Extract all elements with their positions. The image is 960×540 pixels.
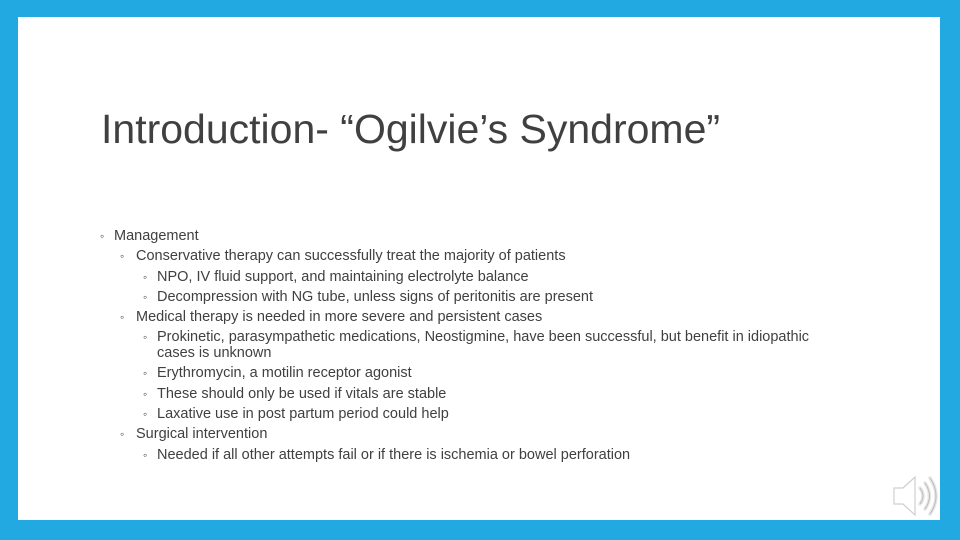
bullet-marker: ◦ xyxy=(143,269,148,284)
bullet-marker: ◦ xyxy=(143,447,148,462)
bullet-text: Surgical intervention xyxy=(136,426,268,443)
bullet-text: Erythromycin, a motilin receptor agonist xyxy=(157,365,412,382)
bullet-prokinetic xyxy=(0,327,817,363)
bullet-laxative xyxy=(0,404,960,424)
bullet-text: Prokinetic, parasympathetic medications, Neostigmine, have been successful, but benefit in idiopathic cases is unknown xyxy=(157,329,810,362)
bullet-medical-therapy xyxy=(0,307,960,327)
bullet-marker: ◦ xyxy=(143,407,148,422)
bullet-management xyxy=(0,226,960,246)
bullet-list xyxy=(0,226,960,465)
bullet-text: Medical therapy is needed in more severe and persistent cases xyxy=(136,309,543,326)
bullet-decompression xyxy=(0,287,960,307)
bullet-marker: ◦ xyxy=(120,249,125,264)
bullet-erythromycin xyxy=(0,363,960,383)
slide-title: Introduction- “Ogilvie’s Syndrome” xyxy=(101,106,721,152)
bullet-text: Conservative therapy can successfully treat the majority of patients xyxy=(136,248,566,265)
bullet-marker: ◦ xyxy=(100,229,105,243)
bullet-marker: ◦ xyxy=(120,310,125,325)
speaker-icon[interactable] xyxy=(890,470,942,522)
bullet-marker: ◦ xyxy=(143,289,148,304)
speaker-icon-graphic xyxy=(890,470,942,522)
bullet-marker: ◦ xyxy=(120,427,125,442)
bullet-text: Needed if all other attempts fail or if there is ischemia or bowel perforation xyxy=(157,446,631,463)
bullet-surgical-intervention xyxy=(0,424,960,444)
bullet-text: Management xyxy=(114,228,199,244)
bullet-text: Laxative use in post partum period could help xyxy=(157,406,449,423)
bullet-npo xyxy=(0,267,960,287)
bullet-marker: ◦ xyxy=(143,330,148,345)
bullet-text: Decompression with NG tube, unless signs of peritonitis are present xyxy=(157,288,594,305)
bullet-needed-if-fail xyxy=(0,445,960,465)
bullet-marker: ◦ xyxy=(143,386,148,401)
bullet-text: These should only be used if vitals are stable xyxy=(157,385,447,402)
bullet-text: NPO, IV fluid support, and maintaining electrolyte balance xyxy=(157,268,529,285)
bullet-conservative-therapy xyxy=(0,246,960,266)
bullet-marker: ◦ xyxy=(143,366,148,381)
bullet-vitals-stable xyxy=(0,384,960,404)
